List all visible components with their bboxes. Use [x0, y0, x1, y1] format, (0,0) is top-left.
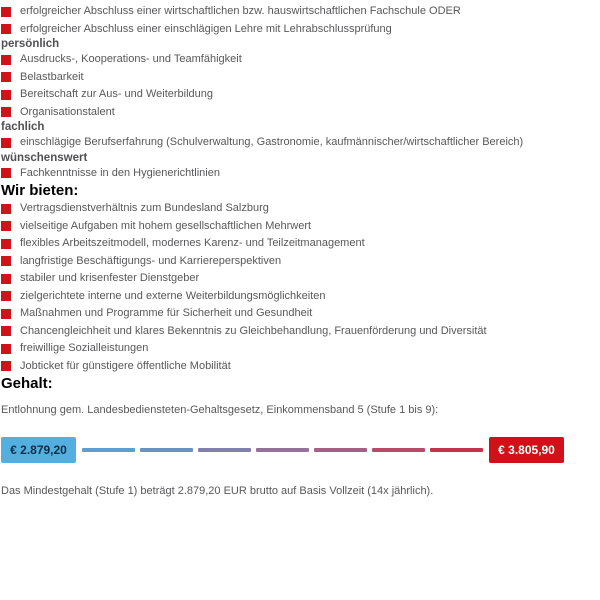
salary-dash-segment-icon [140, 448, 193, 452]
list-item-label: erfolgreicher Abschluss einer einschlägigen Lehre mit Lehrabschlussprüfung [20, 22, 392, 35]
list-item-label: Bereitschaft zur Aus- und Weiterbildung [20, 88, 214, 100]
list-item-label: Ausdrucks-, Kooperations- und Teamfähigkeit [20, 53, 242, 65]
salary-description: Entlohnung gem. Landesbediensteten-Gehaltsgesetz, Einkommensband 5 (Stufe 1 bis 9): [1, 404, 439, 416]
heading-desirable: wünschenswert [1, 151, 88, 164]
heading-salary: Gehalt: [1, 375, 53, 392]
list-item [1, 165, 600, 183]
list-item-label: Fachkenntnisse in den Hygienerichtlinien [20, 166, 220, 179]
bullet-square-icon [1, 204, 11, 214]
salary-range-bar [1, 437, 564, 463]
list-item-label: Chancengleichheit und klares Bekenntnis zu Gleichbehandlung, Frauenförderung und Diversität [20, 324, 487, 337]
personal-requirements-list [1, 51, 600, 121]
list-item-label: vielseitige Aufgaben mit hohem gesellschaftlichen Mehrwert [20, 219, 312, 232]
list-item [1, 69, 600, 87]
bullet-square-icon [1, 107, 11, 117]
bullet-square-icon [1, 168, 11, 178]
heading-offer: Wir bieten: [1, 182, 79, 199]
list-item-label: zielgerichtete interne und externe Weiterbildungsmöglichkeiten [20, 289, 326, 302]
list-item [1, 305, 600, 323]
list-item [1, 51, 600, 69]
bullet-square-icon [1, 239, 11, 249]
salary-dash-segment-icon [430, 448, 483, 452]
bullet-square-icon [1, 24, 11, 34]
list-item [1, 358, 600, 376]
list-item-label: Jobticket für günstigere öffentliche Mobilität [20, 359, 231, 372]
salary-dash-segment-icon [82, 448, 135, 452]
salary-max-badge: € 3.805,90 [489, 437, 564, 463]
list-item-label: erfolgreicher Abschluss einer wirtschaftlichen bzw. hauswirtschaftlichen Fachschule ODER [20, 5, 461, 17]
list-item [1, 270, 600, 288]
bullet-square-icon [1, 90, 11, 100]
list-item-label: Maßnahmen und Programme für Sicherheit und Gesundheit [20, 307, 313, 319]
list-item [1, 21, 600, 39]
list-item [1, 3, 600, 21]
list-item-label: flexibles Arbeitszeitmodell, modernes Karenz- und Teilzeitmanagement [20, 237, 365, 249]
education-requirements-list [1, 3, 600, 38]
bullet-square-icon [1, 221, 11, 231]
bullet-square-icon [1, 138, 11, 148]
list-item [1, 253, 600, 271]
list-item-label: einschlägige Berufserfahrung (Schulverwaltung, Gastronomie, kaufmännischer/wirtschaftlicher Bereich) [20, 136, 524, 148]
list-item-label: Vertragsdienstverhältnis zum Bundesland Salzburg [20, 202, 269, 214]
salary-dash-segment-icon [372, 448, 425, 452]
bullet-square-icon [1, 361, 11, 371]
salary-dash-segment-icon [256, 448, 309, 452]
list-item [1, 288, 600, 306]
bullet-square-icon [1, 72, 11, 82]
list-item [1, 200, 600, 218]
heading-professional: fachlich [1, 121, 45, 133]
salary-dash-segment-icon [198, 448, 251, 452]
list-item [1, 323, 600, 341]
bullet-square-icon [1, 309, 11, 319]
bullet-square-icon [1, 344, 11, 354]
desirable-requirements-list [1, 165, 600, 183]
bullet-square-icon [1, 326, 11, 336]
offer-list [1, 200, 600, 375]
list-item [1, 134, 600, 152]
list-item [1, 218, 600, 236]
salary-min-badge: € 2.879,20 [1, 437, 76, 463]
list-item-label: freiwillige Sozialleistungen [20, 342, 149, 354]
salary-note: Das Mindestgehalt (Stufe 1) beträgt 2.879,20 EUR brutto auf Basis Vollzeit (14x jährlich). [1, 485, 434, 497]
bullet-square-icon [1, 274, 11, 284]
bullet-square-icon [1, 7, 11, 17]
salary-dash-segment-icon [314, 448, 367, 452]
list-item [1, 104, 600, 122]
list-item [1, 86, 600, 104]
salary-gradient-dashes [82, 448, 483, 452]
list-item-label: Organisationstalent [20, 105, 115, 118]
list-item [1, 340, 600, 358]
bullet-square-icon [1, 256, 11, 266]
list-item-label: Belastbarkeit [20, 70, 84, 83]
heading-personal: persönlich [1, 38, 60, 50]
professional-requirements-list [1, 134, 600, 152]
bullet-square-icon [1, 291, 11, 301]
list-item-label: stabiler und krisenfester Dienstgeber [20, 272, 200, 284]
list-item [1, 235, 600, 253]
bullet-square-icon [1, 55, 11, 65]
list-item-label: langfristige Beschäftigungs- und Karriereperspektiven [20, 254, 282, 267]
